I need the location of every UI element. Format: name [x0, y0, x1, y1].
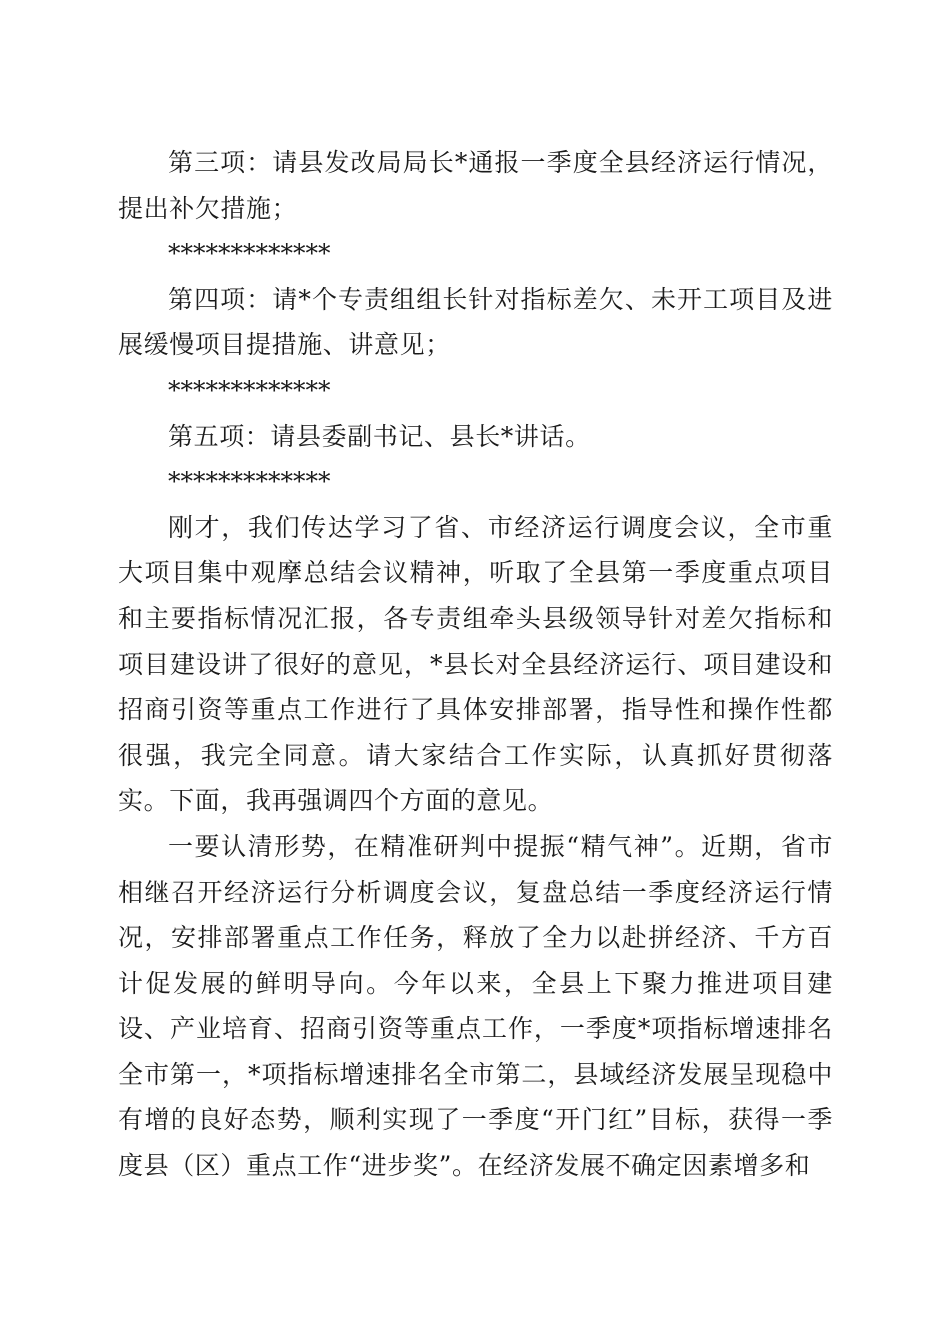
- paragraph-point-one: 一要认清形势，在精准研判中提振“精气神”。近期，省市相继召开经济运行分析调度会议，复盘总结一季度经济运行情况，安排部署重点工作任务，释放了全力以赴拼经济、千方百计促发展的鲜明导向。今年以来，全县上下聚力推进项目建设、产业培育、招商引资等重点工作，一季度*项指标增速排名全市第一，*项指标增速排名全市第二，县域经济发展呈现稳中有增的良好态势，顺利实现了一季度“开门红”目标，获得一季度县（区）重点工作“进步奖”。在经济发展不确定因素增多和: [118, 831, 833, 1181]
- paragraph-speech-intro: 刚才，我们传达学习了省、市经济运行调度会议，全市重大项目集中观摩总结会议精神，听取了全县第一季度重点项目和主要指标情况汇报，各专责组牵头县级领导针对差欠指标和项目建设讲了很好的意见，*县长对全县经济运行、项目建设和招商引资等重点工作进行了具体安排部署，指导性和操作性都很强，我完全同意。请大家结合工作实际，认真抓好贯彻落实。下面，我再强调四个方面的意见。: [118, 512, 833, 816]
- separator-line: *************: [168, 239, 331, 269]
- document-body: [118, 140, 833, 1189]
- paragraph-item-three: 第三项：请县发改局局长*通报一季度全县经济运行情况，提出补欠措施；: [118, 148, 833, 223]
- paragraph-item-five: 第五项：请县委副书记、县长*讲话。: [168, 421, 591, 451]
- separator-line: *************: [168, 467, 331, 497]
- paragraph-item-four: 第四项：请*个专责组组长针对指标差欠、未开工项目及进展缓慢项目提措施、讲意见；: [118, 284, 833, 360]
- separator-line: *************: [168, 375, 331, 405]
